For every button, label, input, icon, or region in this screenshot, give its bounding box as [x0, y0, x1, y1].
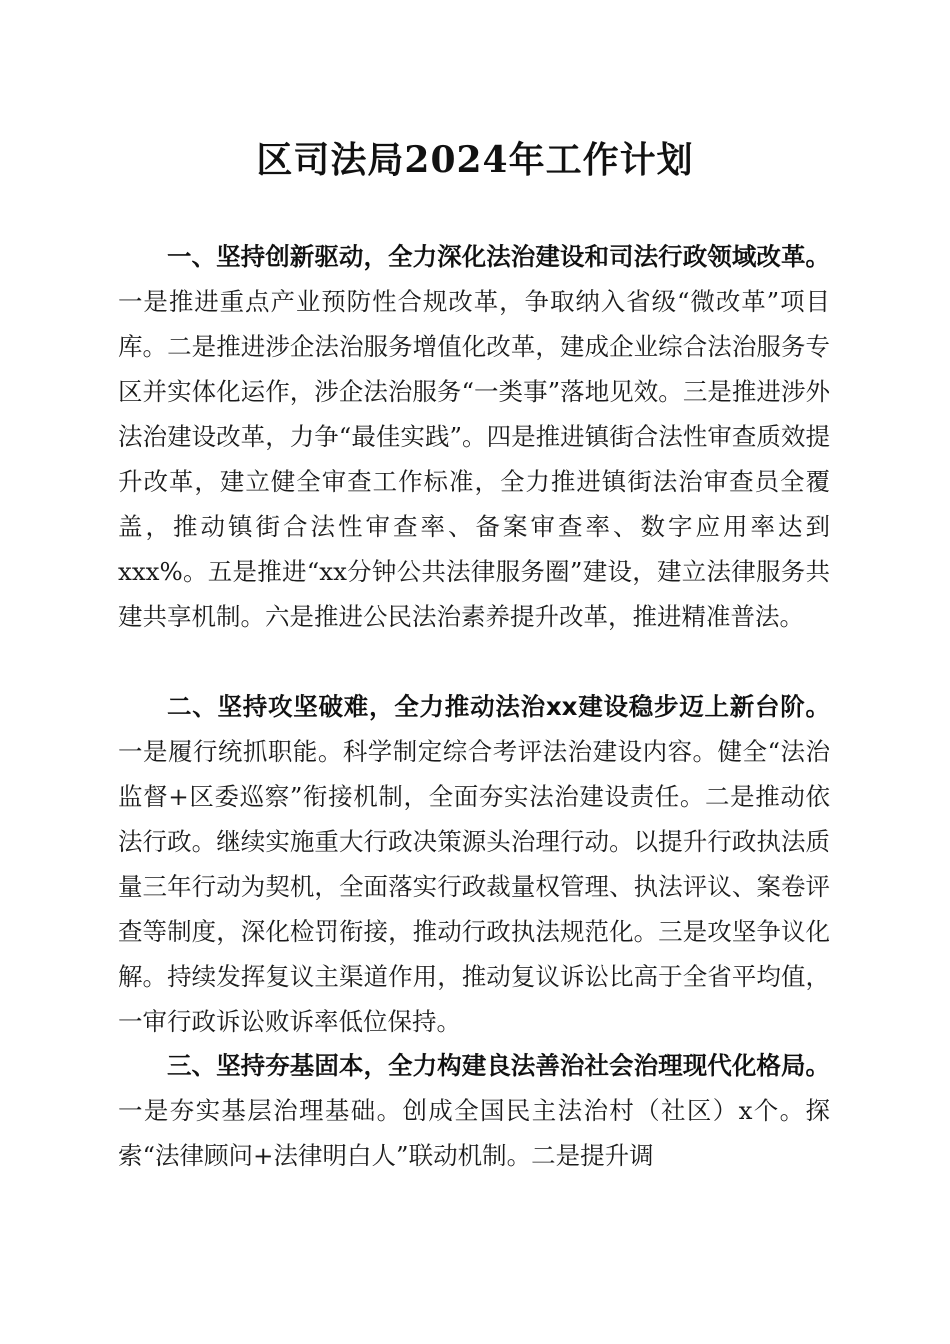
paragraph-reform: [118, 234, 830, 674]
document-title: 区司法局2024年工作计划: [256, 139, 694, 181]
section-heading-2: 二、坚持攻坚破难，全力推动法治xx建设稳步迈上新台阶。: [167, 692, 830, 721]
paragraph-rule-of-law: [118, 684, 830, 1034]
paragraph-body-1: 一是推进重点产业预防性合规改革，争取纳入省级“微改革”项目库。二是推进涉企法治服务增值化改革，建成企业综合法治服务专区并实体化运作，涉企法治服务“一类事”落地见效。三是推进涉外法治建设改革，力争“最佳实践”。四是推进镇街合法性审查质效提升改革，建立健全审查工作标准，全力推进镇街法治审查员全覆盖，推动镇街合法性审查率、备案审查率、数字应用率达到xxx%。五是推进“xx分钟公共法律服务圈”建设，建立法律服务共建共享机制。六是推进公民法治素养提升改革，推进精准普法。: [118, 287, 830, 631]
paragraph-body-2: 一是履行统抓职能。科学制定综合考评法治建设内容。健全“法治监督+区委巡察”衔接机制，全面夯实法治建设责任。二是推动依法行政。继续实施重大行政决策源头治理行动。以提升行政执法质量三年行动为契机，全面落实行政裁量权管理、执法评议、案卷评查等制度，深化检罚衔接，推动行政执法规范化。三是攻坚争议化解。持续发挥复议主渠道作用，推动复议诉讼比高于全省平均值，一审行政诉讼败诉率低位保持。: [118, 737, 830, 1036]
section-heading-1: 一、坚持创新驱动，全力深化法治建设和司法行政领域改革。: [167, 242, 830, 271]
paragraph-governance: [118, 1043, 830, 1183]
paragraph-body-3: 一是夯实基层治理基础。创成全国民主法治村（社区）x个。探索“法律顾问+法律明白人”联动机制。二是提升调: [118, 1096, 830, 1170]
section-heading-3: 三、坚持夯基固本，全力构建良法善治社会治理现代化格局。: [167, 1051, 830, 1080]
